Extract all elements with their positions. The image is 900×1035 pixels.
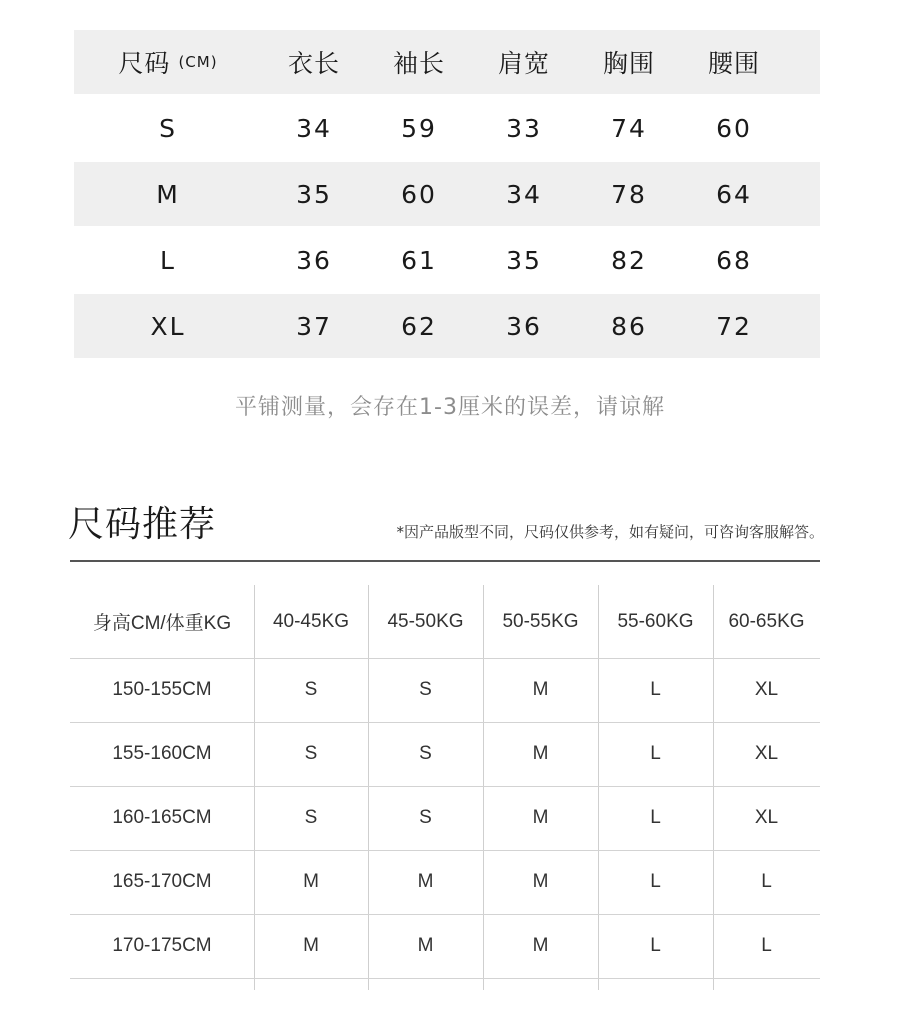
header-weight-40-45: 40-45KG xyxy=(272,610,350,632)
table-cell: S xyxy=(304,743,318,764)
header-length: 衣长 xyxy=(287,49,340,78)
table-cell: 60 xyxy=(716,113,752,143)
table-cell: M xyxy=(532,807,549,828)
table-cell: M xyxy=(303,935,319,956)
table-cell: M xyxy=(417,871,434,892)
table-cell: 35 xyxy=(296,179,332,209)
table-cell: M xyxy=(156,179,180,209)
table-cell: L xyxy=(650,871,661,892)
table-cell: 78 xyxy=(611,179,647,209)
table-cell: 37 xyxy=(296,311,332,341)
header-size xyxy=(118,30,218,94)
table-cell: L xyxy=(650,679,661,700)
table-cell: 82 xyxy=(611,245,647,275)
size-chart-table xyxy=(74,30,820,358)
table-cell: 60 xyxy=(401,179,437,209)
table-cell: 61 xyxy=(401,245,437,275)
table-cell: L xyxy=(160,245,176,275)
table-cell: L xyxy=(650,935,661,956)
table-cell: 86 xyxy=(611,311,647,341)
table-cell: L xyxy=(650,807,661,828)
header-waist: 腰围 xyxy=(707,49,760,78)
table-cell: M xyxy=(532,743,549,764)
table-cell: 74 xyxy=(611,113,647,143)
table-cell: 34 xyxy=(296,113,332,143)
recommendation-disclaimer: *因产品版型不同，尺码仅供参考，如有疑问，可咨询客服解答。 xyxy=(396,523,824,541)
header-weight-45-50: 45-50KG xyxy=(387,610,464,632)
table-cell: 36 xyxy=(296,245,332,275)
size-row-xl xyxy=(74,294,820,358)
header-height-weight: 身高CM/体重KG xyxy=(92,613,232,634)
table-cell: S xyxy=(304,807,318,828)
header-weight-55-60: 55-60KG xyxy=(617,610,694,632)
table-cell: L xyxy=(761,935,772,956)
table-cell: S xyxy=(419,743,432,764)
table-cell: XL xyxy=(754,679,779,700)
size-row-m xyxy=(74,162,820,226)
row-divider xyxy=(70,978,820,979)
table-cell: XL xyxy=(754,743,779,764)
table-cell: 62 xyxy=(401,311,437,341)
table-cell: 33 xyxy=(506,113,542,143)
table-cell: 59 xyxy=(401,113,437,143)
table-cell: 36 xyxy=(506,311,542,341)
header-sleeve: 袖长 xyxy=(392,49,445,78)
header-unit: (CM) xyxy=(178,53,218,71)
table-cell: 68 xyxy=(716,245,752,275)
table-cell: XL xyxy=(150,311,186,341)
table-cell: M xyxy=(532,871,549,892)
size-recommendation-table xyxy=(70,585,820,990)
table-cell: 34 xyxy=(506,179,542,209)
size-row-s xyxy=(74,94,820,162)
size-chart-header-row xyxy=(74,30,820,94)
header-shoulder: 肩宽 xyxy=(497,49,550,78)
table-cell: S xyxy=(419,807,432,828)
table-cell: S xyxy=(419,679,432,700)
row-height-label: 155-160CM xyxy=(112,743,212,764)
table-cell: M xyxy=(303,871,319,892)
row-height-label: 150-155CM xyxy=(112,679,212,700)
header-weight-50-55: 50-55KG xyxy=(502,610,579,632)
header-weight-60-65: 60-65KG xyxy=(728,610,805,632)
section-divider xyxy=(70,560,820,562)
row-height-label: 165-170CM xyxy=(112,871,212,892)
table-cell: L xyxy=(761,871,772,892)
size-row-l xyxy=(74,226,820,294)
table-cell: M xyxy=(532,679,549,700)
table-cell: XL xyxy=(754,807,779,828)
table-cell: S xyxy=(159,113,177,143)
measurement-note: 平铺测量，会存在1-3厘米的误差，请谅解 xyxy=(235,395,665,420)
row-height-label: 160-165CM xyxy=(112,807,212,828)
table-cell: 35 xyxy=(506,245,542,275)
header-size-label: 尺码 xyxy=(118,49,171,78)
row-height-label: 170-175CM xyxy=(112,935,212,956)
table-cell: 64 xyxy=(716,179,752,209)
table-cell: S xyxy=(304,679,318,700)
table-cell: 72 xyxy=(716,311,752,341)
table-cell: M xyxy=(417,935,434,956)
table-cell: L xyxy=(650,743,661,764)
header-chest: 胸围 xyxy=(602,49,655,78)
table-cell: M xyxy=(532,935,549,956)
recommendation-title: 尺码推荐 xyxy=(68,504,217,545)
